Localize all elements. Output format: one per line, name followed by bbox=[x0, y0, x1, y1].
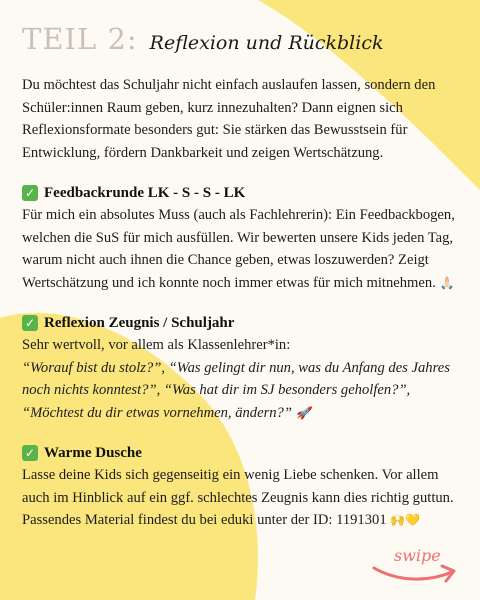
check-mark-icon: ✓ bbox=[22, 315, 38, 331]
section-warme-dusche bbox=[22, 442, 462, 532]
quotes-text: “Worauf bist du stolz?”, “Was gelingt dir nun, was du Anfang des Jahres noch nichts konntest?”, “Was hat dir im SJ besonders geholfen?”, “Möchtest du dir etwas vornehmen, ändern?” bbox=[22, 359, 450, 421]
folded-hands-icon: 🙏🏻 bbox=[439, 275, 455, 290]
intro-paragraph: Du möchtest das Schuljahr nicht einfach auslaufen lassen, sondern den Schüler:innen Raum geben, kurz innezuhalten? Dann eignen sich Reflexionsformate besonders gut: Sie stärken das Bewusstsein für Entwicklung, fördern Dankbarkeit und zeigen Wertschätzung. bbox=[22, 77, 436, 161]
section-reflexion bbox=[22, 312, 462, 424]
page-subtitle: Reflexion und Rückblick bbox=[149, 32, 384, 54]
title-row bbox=[22, 22, 462, 66]
section-quotes bbox=[22, 357, 462, 425]
section-heading-text: Feedbackrunde LK - S - S - LK bbox=[44, 185, 246, 201]
section-heading bbox=[22, 182, 462, 204]
section-body: Sehr wertvoll, vor allem als Klassenlehrer*in: bbox=[22, 337, 291, 353]
section-heading bbox=[22, 442, 462, 464]
swipe-hint[interactable] bbox=[368, 540, 468, 596]
page-title: TEIL 2: bbox=[22, 22, 138, 56]
check-mark-icon: ✓ bbox=[22, 185, 38, 201]
section-body bbox=[22, 204, 462, 294]
section-heading bbox=[22, 312, 462, 334]
section-body bbox=[22, 464, 462, 532]
main-content bbox=[22, 22, 462, 532]
rocket-icon: 🚀 bbox=[295, 405, 311, 420]
section-body-text: Lasse deine Kids sich gegenseitig ein wenig Liebe schenken. Vor allem auch im Hinblick auf ein ggf. schlechtes Zeugnis kann dies richtig guttun. Passendes Material findest du bei eduki unter der ID: 1191301 bbox=[22, 467, 454, 528]
swipe-arrow-icon bbox=[368, 560, 464, 590]
hands-heart-icon: 🙌💛 bbox=[390, 513, 421, 527]
section-heading-text: Reflexion Zeugnis / Schuljahr bbox=[44, 315, 235, 331]
check-mark-icon: ✓ bbox=[22, 445, 38, 461]
section-heading-text: Warme Dusche bbox=[44, 445, 142, 461]
swipe-label: swipe bbox=[394, 546, 441, 565]
section-feedbackrunde bbox=[22, 182, 462, 294]
section-body-text: Für mich ein absolutes Muss (auch als Fachlehrerin): Ein Feedbackbogen, welchen die SuS für mich ausfüllen. Wir bewerten unsere Kids jeden Tag, warum nicht auch ihnen die Chance geben, etwas loszuwerden? Zeigt Wertschätzung und ich konnte noch immer etwas für mich mitnehmen. bbox=[22, 207, 455, 291]
